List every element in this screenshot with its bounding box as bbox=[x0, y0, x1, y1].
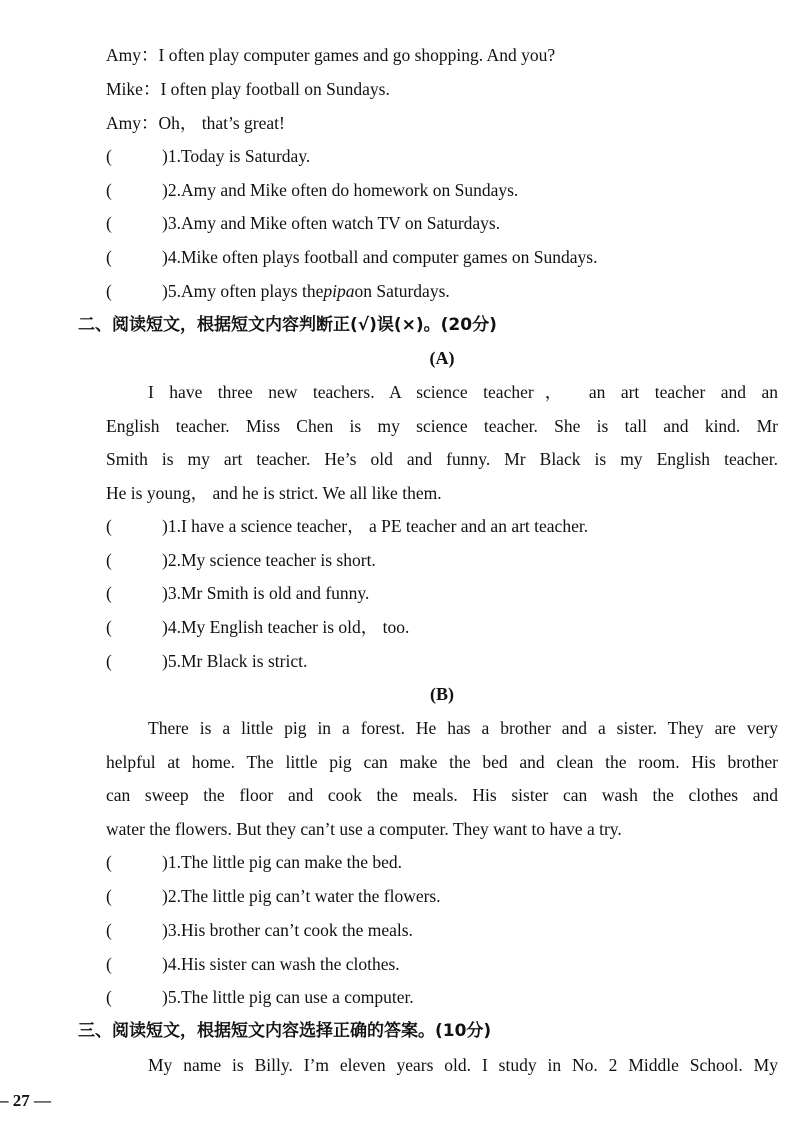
question-number: )3. bbox=[162, 920, 181, 940]
answer-blank[interactable]: ( bbox=[106, 987, 112, 1007]
question-item bbox=[106, 985, 414, 1009]
question-item bbox=[106, 884, 441, 908]
answer-blank[interactable]: ( bbox=[106, 247, 112, 267]
answer-blank[interactable]: ( bbox=[106, 920, 112, 940]
question-text: My science teacher is short. bbox=[180, 550, 376, 570]
question-text: Amy often plays the bbox=[180, 281, 324, 301]
answer-blank[interactable]: ( bbox=[106, 583, 112, 603]
speaker: Amy： bbox=[106, 45, 159, 65]
speaker: Amy： bbox=[106, 113, 159, 133]
passage-line: English teacher. Miss Chen is my science teacher. She is tall and kind. Mr bbox=[106, 415, 778, 436]
dialogue-text: I often play computer games and go shopping. And you? bbox=[158, 45, 556, 65]
question-text: Mr Black is strict. bbox=[180, 651, 308, 671]
dialogue-text: I often play football on Sundays. bbox=[160, 79, 390, 99]
question-item bbox=[106, 581, 369, 605]
question-number: )2. bbox=[162, 180, 181, 200]
question-text: The little pig can make the bed. bbox=[180, 852, 403, 872]
section-heading: 二、阅读短文，根据短文内容判断正(√)误(×)。(20分) bbox=[78, 315, 497, 335]
passage-b bbox=[106, 716, 778, 850]
question-text: Mr Smith is old and funny. bbox=[180, 583, 370, 603]
passage-line: I have three new teachers. A science teacher， an art teacher and an bbox=[148, 382, 778, 402]
question-number: )4. bbox=[162, 247, 181, 267]
answer-blank[interactable]: ( bbox=[106, 180, 112, 200]
question-number: )5. bbox=[162, 651, 181, 671]
question-number: )4. bbox=[162, 954, 181, 974]
passage-line: My name is Billy. I’m eleven years old. I study in No. 2 Middle School. My bbox=[148, 1055, 778, 1075]
passage-line: can sweep the floor and cook the meals. His sister can wash the clothes and bbox=[106, 785, 778, 806]
answer-blank[interactable]: ( bbox=[106, 954, 112, 974]
question-text: The little pig can use a computer. bbox=[180, 987, 414, 1007]
question-text: Amy and Mike often watch TV on Saturdays. bbox=[180, 213, 501, 233]
passage-line: There is a little pig in a forest. He has a brother and a sister. They are very bbox=[148, 718, 778, 738]
question-number: )1. bbox=[162, 516, 181, 536]
question-number: )2. bbox=[162, 886, 181, 906]
question-item bbox=[106, 144, 310, 168]
question-item bbox=[106, 514, 588, 538]
question-text-tail: on Saturdays. bbox=[354, 281, 450, 301]
question-item bbox=[106, 918, 413, 942]
question-item bbox=[106, 649, 307, 673]
answer-blank[interactable]: ( bbox=[106, 886, 112, 906]
question-number: )5. bbox=[162, 281, 181, 301]
passage-a bbox=[106, 380, 778, 514]
question-text: His sister can wash the clothes. bbox=[180, 954, 400, 974]
passage-line: helpful at home. The little pig can make the bed and clean the room. His brother bbox=[106, 751, 778, 772]
dialogue-line bbox=[106, 43, 555, 67]
question-item bbox=[106, 178, 518, 202]
question-text: Mike often plays football and computer games on Sundays. bbox=[180, 247, 598, 267]
question-item bbox=[106, 615, 409, 639]
answer-blank[interactable]: ( bbox=[106, 550, 112, 570]
passage-line: water the flowers. But they can’t use a computer. They want to have a try. bbox=[106, 818, 622, 839]
question-item bbox=[106, 952, 400, 976]
question-text: Amy and Mike often do homework on Sundays. bbox=[180, 180, 519, 200]
passage-line: Smith is my art teacher. He’s old and funny. Mr Black is my English teacher. bbox=[106, 449, 778, 470]
answer-blank[interactable]: ( bbox=[106, 651, 112, 671]
question-text: Today is Saturday. bbox=[180, 146, 311, 166]
question-item bbox=[106, 211, 500, 235]
question-number: )2. bbox=[162, 550, 181, 570]
answer-blank[interactable]: ( bbox=[106, 213, 112, 233]
question-text: My English teacher is old， too. bbox=[180, 617, 410, 637]
dialogue-text: Oh， that’s great! bbox=[158, 113, 285, 133]
question-item bbox=[106, 245, 597, 269]
question-item bbox=[106, 279, 450, 303]
question-number: )1. bbox=[162, 852, 181, 872]
question-item bbox=[106, 548, 376, 572]
answer-blank[interactable]: ( bbox=[106, 516, 112, 536]
question-text: I have a science teacher， a PE teacher and an art teacher. bbox=[180, 516, 589, 536]
question-text: The little pig can’t water the flowers. bbox=[180, 886, 441, 906]
answer-blank[interactable]: ( bbox=[106, 852, 112, 872]
section-heading: 三、阅读短文，根据短文内容选择正确的答案。(10分) bbox=[78, 1021, 492, 1041]
answer-blank[interactable]: ( bbox=[106, 617, 112, 637]
dialogue-line bbox=[106, 111, 285, 135]
answer-blank[interactable]: ( bbox=[106, 146, 112, 166]
question-number: )4. bbox=[162, 617, 181, 637]
passage-title: (A) bbox=[429, 348, 455, 368]
question-number: )5. bbox=[162, 987, 181, 1007]
passage-title: (B) bbox=[430, 684, 454, 704]
question-text-italic: pipa bbox=[323, 281, 355, 301]
question-number: )3. bbox=[162, 583, 181, 603]
answer-blank[interactable]: ( bbox=[106, 281, 112, 301]
question-item bbox=[106, 850, 402, 874]
page-number: – 27 — bbox=[0, 1091, 51, 1110]
passage-c bbox=[106, 1053, 778, 1087]
dialogue-line bbox=[106, 77, 390, 101]
question-number: )1. bbox=[162, 146, 181, 166]
passage-line: He is young， and he is strict. We all like them. bbox=[106, 482, 442, 503]
question-text: His brother can’t cook the meals. bbox=[180, 920, 413, 940]
question-number: )3. bbox=[162, 213, 181, 233]
speaker: Mike： bbox=[106, 79, 161, 99]
